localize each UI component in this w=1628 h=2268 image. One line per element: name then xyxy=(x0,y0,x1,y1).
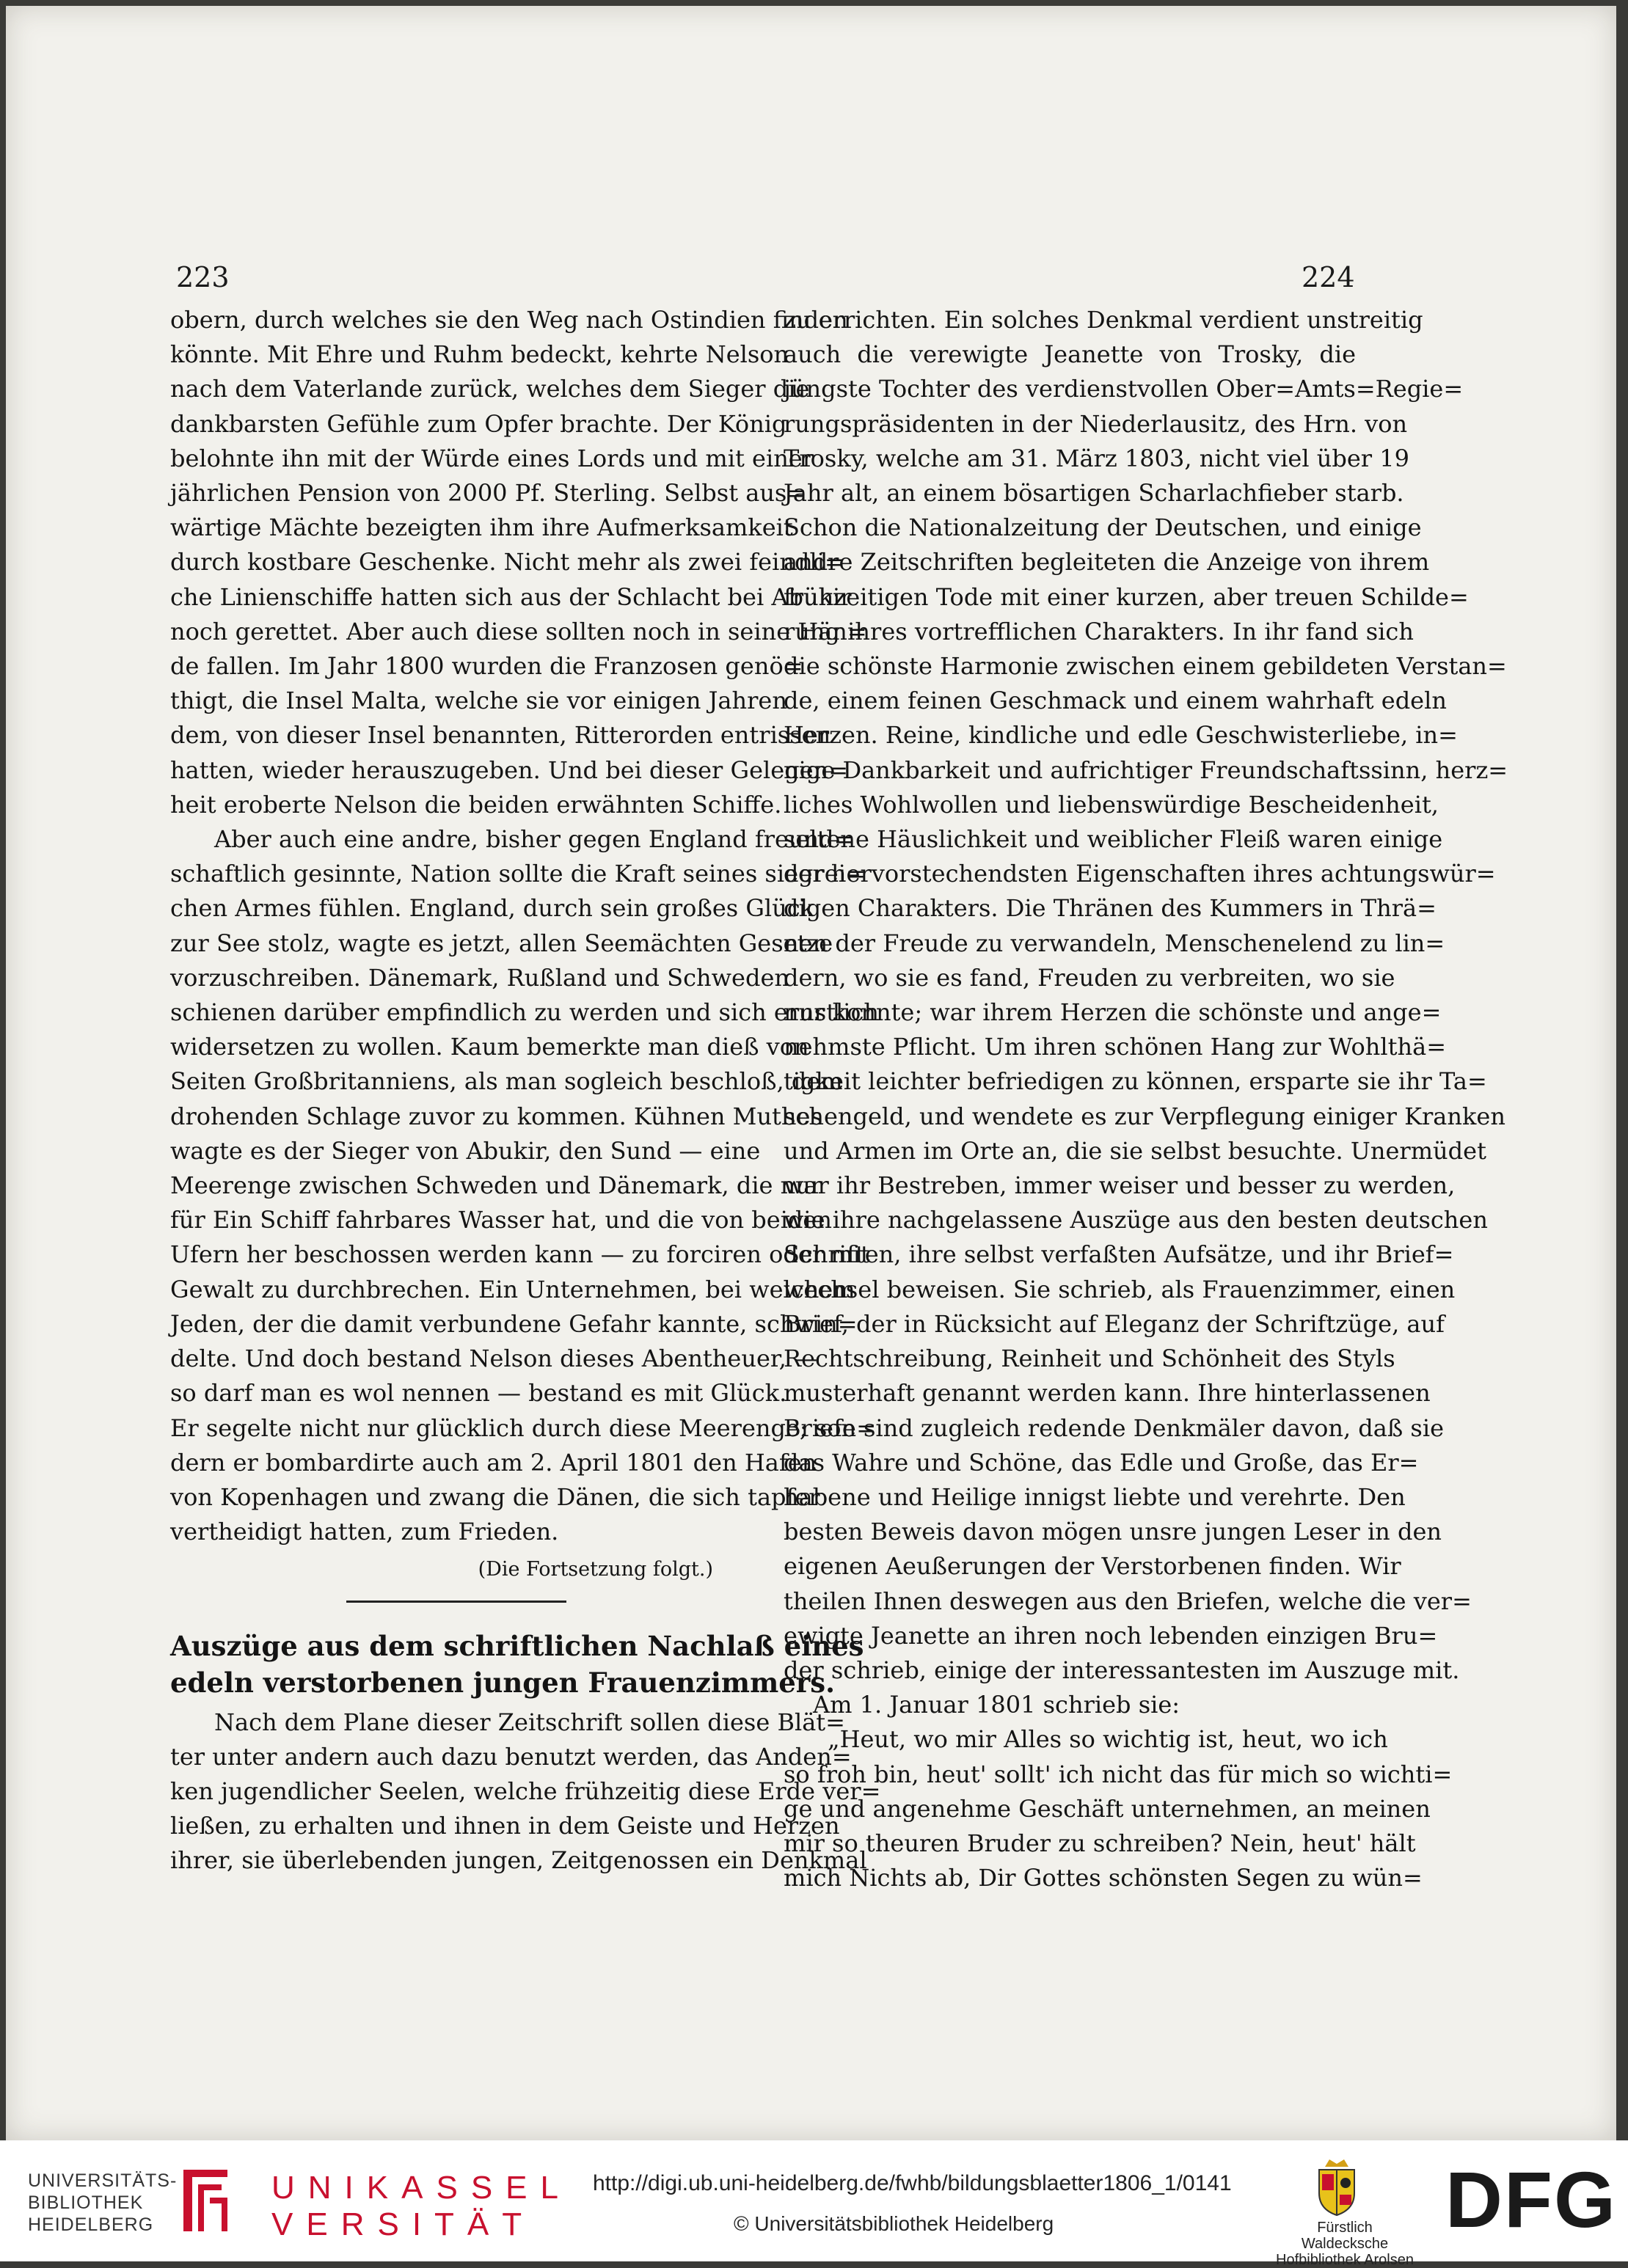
text-line: Schon die Nationalzeitung der Deutschen, und einige xyxy=(784,513,1422,542)
text-line: heit eroberte Nelson die beiden erwähnten Schiffe. xyxy=(170,790,782,819)
text-line: und Armen im Orte an, die sie selbst besuchte. Unermüdet xyxy=(784,1136,1486,1165)
right-column xyxy=(784,303,1508,1895)
page-number-right: 224 xyxy=(1302,261,1355,293)
text-line: frühzeitigen Tode mit einer kurzen, aber treuen Schilde= xyxy=(784,582,1469,611)
text-line: belohnte ihn mit der Würde eines Lords und mit einer xyxy=(170,444,814,472)
library-line: UNIVERSITÄTS- xyxy=(28,2170,178,2191)
text-line: so froh bin, heut' sollt' ich nicht das für mich so wichti= xyxy=(784,1760,1453,1788)
text-line: mich Nichts ab, Dir Gottes schönsten Segen zu wün= xyxy=(784,1864,1423,1892)
text-line: tigkeit leichter befriedigen zu können, ersparte sie ihr Ta= xyxy=(784,1067,1487,1096)
text-line: ter unter andern auch dazu benutzt werden, das Anden= xyxy=(170,1742,852,1771)
text-line: noch gerettet. Aber auch diese sollten noch in seine Hän= xyxy=(170,617,867,645)
copyright-notice: © Universitätsbibliothek Heidelberg xyxy=(734,2212,1054,2235)
text-line: che Linienschiffe hatten sich aus der Schlacht bei Abukir xyxy=(170,582,852,611)
text-line: ewigte Jeanette an ihren noch lebenden einzigen Bru= xyxy=(784,1621,1438,1650)
text-line: rungspräsidenten in der Niederlausitz, des Hrn. von xyxy=(784,409,1408,438)
text-line: vertheidigt hatten, zum Frieden. xyxy=(170,1518,559,1546)
text-line: ken jugendlicher Seelen, welche frühzeitig diese Erde ver= xyxy=(170,1777,881,1805)
text-line: Herzen. Reine, kindliche und edle Geschwisterliebe, in= xyxy=(784,721,1458,750)
text-line: Aber auch eine andre, bisher gegen England freund= xyxy=(214,825,854,854)
text-line: das Wahre und Schöne, das Edle und Große, das Er= xyxy=(784,1448,1419,1477)
text-line: die schönste Harmonie zwischen einem gebildeten Verstan= xyxy=(784,652,1507,681)
text-line: Meerenge zwischen Schweden und Dänemark, die nur xyxy=(170,1171,822,1200)
text-line: Rechtschreibung, Reinheit und Schönheit des Styls xyxy=(784,1345,1395,1373)
text-line: Nach dem Plane dieser Zeitschrift sollen diese Blät= xyxy=(214,1708,845,1736)
text-line: schaftlich gesinnte, Nation sollte die Kraft seines siegrei= xyxy=(170,860,866,888)
text-line: eigenen Aeußerungen der Verstorbenen finden. Wir xyxy=(784,1552,1401,1581)
text-line: thigt, die Insel Malta, welche sie vor einigen Jahren xyxy=(170,687,787,715)
text-line: durch kostbare Geschenke. Nicht mehr als zwei feindli= xyxy=(170,548,844,577)
text-line: Briefe sind zugleich redende Denkmäler davon, daß sie xyxy=(784,1413,1444,1442)
text-line: jüngste Tochter des verdienstvollen Ober=Amts=Regie= xyxy=(784,375,1464,403)
text-line: der hervorstechendsten Eigenschaften ihres achtungswür= xyxy=(784,860,1496,888)
text-line: de fallen. Im Jahr 1800 wurden die Franzosen genö= xyxy=(170,652,803,681)
text-line: seltene Häuslichkeit und weiblicher Fleiß waren einige xyxy=(784,825,1443,854)
text-line: jährlichen Pension von 2000 Pf. Sterling. Selbst aus= xyxy=(170,479,807,508)
article-heading xyxy=(170,1628,864,1701)
text-line: Er segelte nicht nur glücklich durch diese Meerenge; son= xyxy=(170,1413,876,1442)
library-line: BIBLIOTHEK xyxy=(28,2192,144,2213)
scanned-page xyxy=(6,6,1616,2140)
heidelberg-library-name xyxy=(28,2170,177,2236)
text-line: ge und angenehme Geschäft unternehmen, an meinen xyxy=(784,1794,1431,1823)
text-line: drohenden Schlage zuvor zu kommen. Kühnen Muthes xyxy=(170,1102,822,1130)
text-line: mir so theuren Bruder zu schreiben? Nein, heut' hält xyxy=(784,1829,1416,1857)
text-line: wärtige Mächte bezeigten ihm ihre Aufmerksamkeit xyxy=(170,513,793,542)
text-line: dem, von dieser Insel benannten, Ritterorden entrissen xyxy=(170,721,831,750)
heading-line: edeln verstorbenen jungen Frauenzimmers. xyxy=(170,1666,835,1699)
arolsen-line: Hofbibliothek Arolsen xyxy=(1276,2252,1414,2268)
text-line: zur See stolz, wagte es jetzt, allen Seemächten Gesetze xyxy=(170,929,833,957)
text-line: de, einem feinen Geschmack und einem wahrhaft edeln xyxy=(784,687,1447,715)
text-line: nur konnte; war ihrem Herzen die schönste und ange= xyxy=(784,998,1442,1027)
text-line: Seiten Großbritanniens, als man sogleich beschloß, dem xyxy=(170,1067,843,1096)
continuation-note: (Die Fortsetzung folgt.) xyxy=(478,1558,713,1581)
text-line: „Heut, wo mir Alles so wichtig ist, heut, wo ich xyxy=(828,1725,1388,1754)
text-line: widersetzen zu wollen. Kaum bemerkte man dieß von xyxy=(170,1033,809,1061)
text-line: habene und Heilige innigst liebte und verehrte. Den xyxy=(784,1482,1406,1511)
text-line: wagte es der Sieger von Abukir, den Sund — eine xyxy=(170,1136,761,1165)
text-line: dern er bombardirte auch am 2. April 1801 den Hafen xyxy=(170,1448,817,1477)
arolsen-library-name xyxy=(1275,2220,1415,2268)
dfg-logo: DFG xyxy=(1445,2155,1617,2244)
library-line: HEIDELBERG xyxy=(28,2214,154,2235)
date-line xyxy=(784,1688,1356,1722)
text-line: rung ihres vortrefflichen Charakters. In ihr fand sich xyxy=(784,617,1414,645)
text-line: vorzuschreiben. Dänemark, Rußland und Schweden xyxy=(170,963,789,992)
paragraph-letter xyxy=(784,1722,1453,1895)
text-line: schengeld, und wendete es zur Verpflegung einiger Kranken xyxy=(784,1102,1505,1130)
text-line: dankbarsten Gefühle zum Opfer brachte. Der König xyxy=(170,409,787,438)
text-line: Brief, der in Rücksicht auf Eleganz der Schriftzüge, auf xyxy=(784,1309,1445,1338)
heidelberg-logo-icon xyxy=(176,2164,235,2237)
text-line: ihrer, sie überlebenden jungen, Zeitgenossen ein Denkmal xyxy=(170,1846,867,1875)
text-line: schienen darüber empfindlich zu werden und sich ernstlich xyxy=(170,998,880,1027)
arolsen-crest-icon xyxy=(1315,2157,1359,2217)
text-line: andre Zeitschriften begleiteten die Anzeige von ihrem xyxy=(784,548,1430,577)
text-line: nen der Freude zu verwandeln, Menschenelend zu lin= xyxy=(784,929,1445,957)
permalink-url[interactable]: http://digi.ub.uni-heidelberg.de/fwhb/bildungsblaetter1806_1/0141 xyxy=(593,2171,1232,2195)
text-line: theilen Ihnen deswegen aus den Briefen, welche die ver= xyxy=(784,1587,1472,1615)
text-line: dern, wo sie es fand, Freuden zu verbreiten, wo sie xyxy=(784,963,1395,992)
text-line: war ihr Bestreben, immer weiser und besser zu werden, xyxy=(784,1171,1456,1200)
paragraph-auszuege-intro xyxy=(170,1705,881,1879)
text-line: Gewalt zu durchbrechen. Ein Unternehmen, bei welchem xyxy=(170,1275,855,1303)
text-line: so darf man es wol nennen — bestand es mit Glück. xyxy=(170,1379,787,1408)
text-line: der schrieb, einige der interessantesten im Auszuge mit. xyxy=(784,1656,1460,1684)
uni-kassel-line: UNIKASSEL xyxy=(271,2170,572,2206)
left-column xyxy=(170,303,881,1879)
paragraph-nelson-2 xyxy=(170,822,880,1549)
text-line: digen Charakters. Die Thränen des Kummers in Thrä= xyxy=(784,894,1437,923)
page-number-left: 223 xyxy=(176,261,230,293)
uni-kassel-logo xyxy=(271,2170,572,2243)
text-line: Ufern her beschossen werden kann — zu forciren oder mit xyxy=(170,1240,870,1269)
text-line: nach dem Vaterlande zurück, welches dem Sieger die xyxy=(170,375,810,403)
text-line: obern, durch welches sie den Weg nach Ostindien finden xyxy=(170,306,848,334)
heading-line: Auszüge aus dem schriftlichen Nachlaß eines xyxy=(170,1629,864,1662)
text-line: für Ein Schiff fahrbares Wasser hat, und die von beiden xyxy=(170,1206,832,1234)
arolsen-line: Fürstlich Waldecksche xyxy=(1301,2220,1389,2252)
text-line: Jeden, der die damit verbundene Gefahr kannte, schwin= xyxy=(170,1309,858,1338)
text-line: zu errichten. Ein solches Denkmal verdient unstreitig xyxy=(784,306,1423,334)
text-line: Jahr alt, an einem bösartigen Scharlachfieber starb. xyxy=(784,479,1404,508)
paragraph-nelson-1 xyxy=(170,303,867,822)
text-line: chen Armes fühlen. England, durch sein großes Glück xyxy=(170,894,815,923)
text-line: wie ihre nachgelassene Auszüge aus den besten deutschen xyxy=(784,1206,1488,1234)
text-line: auch die verewigte Jeanette von Trosky, die xyxy=(784,340,1356,369)
text-line: musterhaft genannt werden kann. Ihre hinterlassenen xyxy=(784,1379,1431,1408)
paragraph-trosky xyxy=(784,303,1508,1688)
text-line: Schriften, ihre selbst verfaßten Aufsätze, und ihr Brief= xyxy=(784,1240,1454,1269)
text-line: hatten, wieder herauszugeben. Und bei dieser Gelegen= xyxy=(170,756,849,784)
text-line: Am 1. Januar 1801 schrieb sie: xyxy=(813,1691,1180,1719)
text-line: könnte. Mit Ehre und Ruhm bedeckt, kehrte Nelson xyxy=(170,340,789,369)
text-line: liches Wohlwollen und liebenswürdige Bescheidenheit, xyxy=(784,790,1439,819)
section-divider xyxy=(346,1601,566,1603)
text-line: von Kopenhagen und zwang die Dänen, die sich tapfer xyxy=(170,1482,820,1511)
text-line: delte. Und doch bestand Nelson dieses Abentheuer, — xyxy=(170,1345,817,1373)
text-line: ließen, zu erhalten und ihnen in dem Geiste und Herzen xyxy=(170,1812,840,1840)
text-line: nehmste Pflicht. Um ihren schönen Hang zur Wohlthä= xyxy=(784,1033,1446,1061)
footer-bar xyxy=(0,2140,1628,2268)
text-line: wechsel beweisen. Sie schrieb, als Frauenzimmer, einen xyxy=(784,1275,1456,1303)
text-line: Trosky, welche am 31. März 1803, nicht viel über 19 xyxy=(784,444,1409,472)
text-line: nige Dankbarkeit und aufrichtiger Freundschaftssinn, herz= xyxy=(784,756,1508,784)
text-line: besten Beweis davon mögen unsre jungen Leser in den xyxy=(784,1518,1442,1546)
uni-kassel-line: VERSITÄT xyxy=(271,2206,536,2242)
